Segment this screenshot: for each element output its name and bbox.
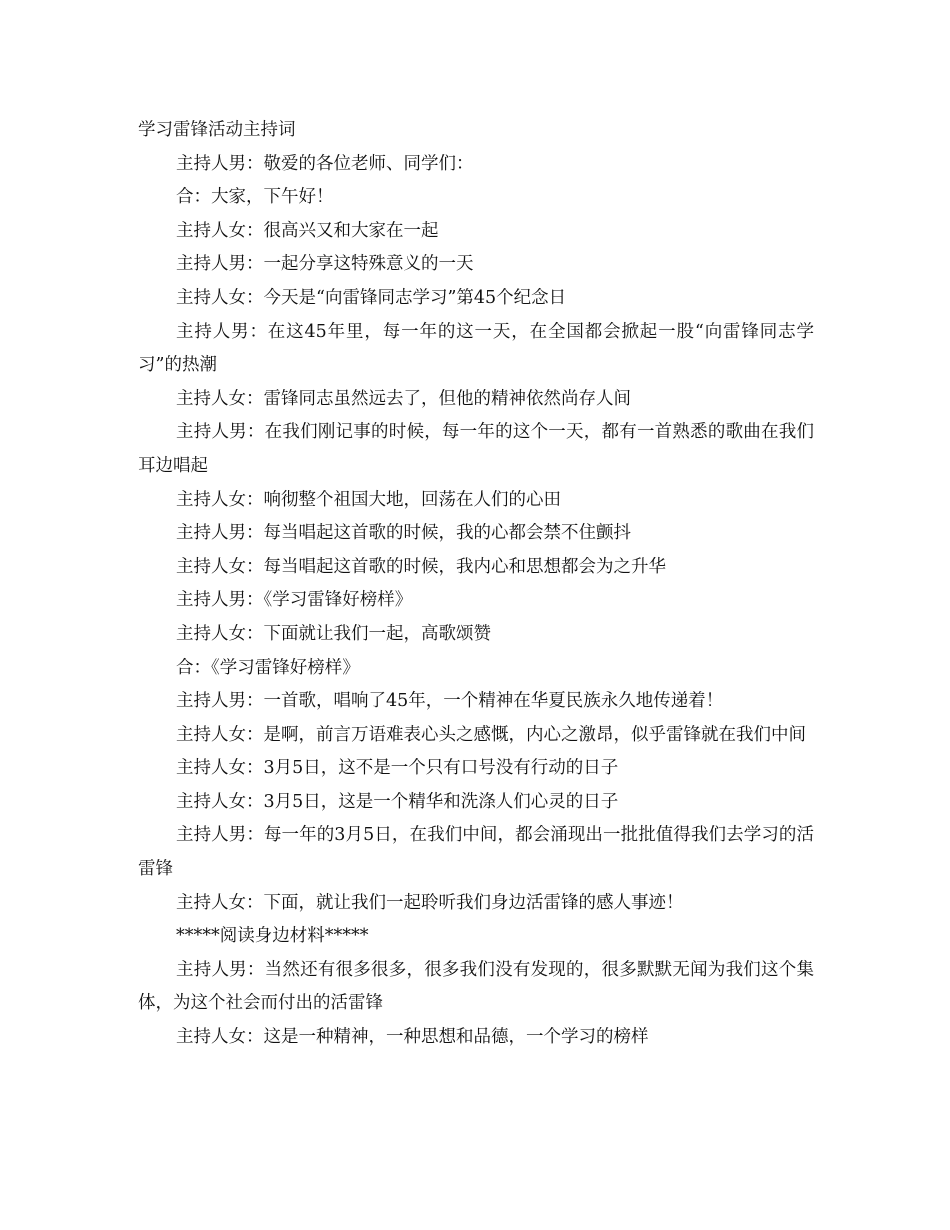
paragraph: 主持人男：《学习雷锋好榜样》 — [176, 590, 413, 611]
paragraph: 主持人男：一首歌，唱响了45年，一个精神在华夏民族永久地传递着！ — [176, 691, 724, 712]
paragraph: 主持人女：每当唱起这首歌的时候，我内心和思想都会为之升华 — [176, 556, 666, 577]
paragraph: 主持人男：一起分享这特殊意义的一天 — [176, 254, 474, 275]
paragraph: 主持人女：3月5日，这不是一个只有口号没有行动的日子 — [176, 758, 619, 779]
paragraph: 主持人女：下面就让我们一起，高歌颂赞 — [176, 623, 491, 644]
paragraph: 主持人女：这是一种精神，一种思想和品德，一个学习的榜样 — [176, 1027, 649, 1048]
document-title: 学习雷锋活动主持词 — [138, 120, 296, 140]
paragraph: 主持人女：3月5日，这是一个精华和洗涤人们心灵的日子 — [176, 791, 619, 812]
paragraph: 主持人男：敬爱的各位老师、同学们： — [176, 153, 474, 174]
paragraph: 主持人女：今天是“向雷锋同志学习”第45个纪念日 — [176, 287, 567, 308]
paragraph: 主持人女：是啊，前言万语难表心头之感慨，内心之激昂，似乎雷锋就在我们中间 — [176, 724, 806, 745]
paragraph: 合：《学习雷锋好榜样》 — [176, 657, 360, 678]
paragraph: 主持人女：很高兴又和大家在一起 — [176, 220, 439, 241]
document-page — [138, 114, 814, 1055]
paragraph: 主持人女：雷锋同志虽然远去了，但他的精神依然尚存人间 — [176, 388, 631, 409]
paragraph: 主持人男：每当唱起这首歌的时候，我的心都会禁不住颤抖 — [176, 523, 631, 544]
paragraph: 主持人男：在这45年里，每一年的这一天，在全国都会掀起一股“向雷锋同志学习”的热潮 — [138, 321, 814, 376]
paragraph: *****阅读身边材料***** — [176, 926, 369, 947]
paragraph: 主持人男：当然还有很多很多，很多我们没有发现的，很多默默无闻为我们这个集体，为这个社会而付出的活雷锋 — [138, 959, 814, 1014]
document-body — [138, 148, 814, 1055]
paragraph: 主持人男：每一年的3月5日，在我们中间，都会涌现出一批批值得我们去学习的活雷锋 — [138, 825, 814, 880]
paragraph: 主持人女：下面，就让我们一起聆听我们身边活雷锋的感人事迹！ — [176, 892, 684, 913]
paragraph: 主持人男：在我们刚记事的时候，每一年的这个一天，都有一首熟悉的歌曲在我们耳边唱起 — [138, 422, 814, 476]
paragraph: 合：大家，下午好！ — [176, 187, 334, 208]
paragraph: 主持人女：响彻整个祖国大地，回荡在人们的心田 — [176, 489, 561, 510]
